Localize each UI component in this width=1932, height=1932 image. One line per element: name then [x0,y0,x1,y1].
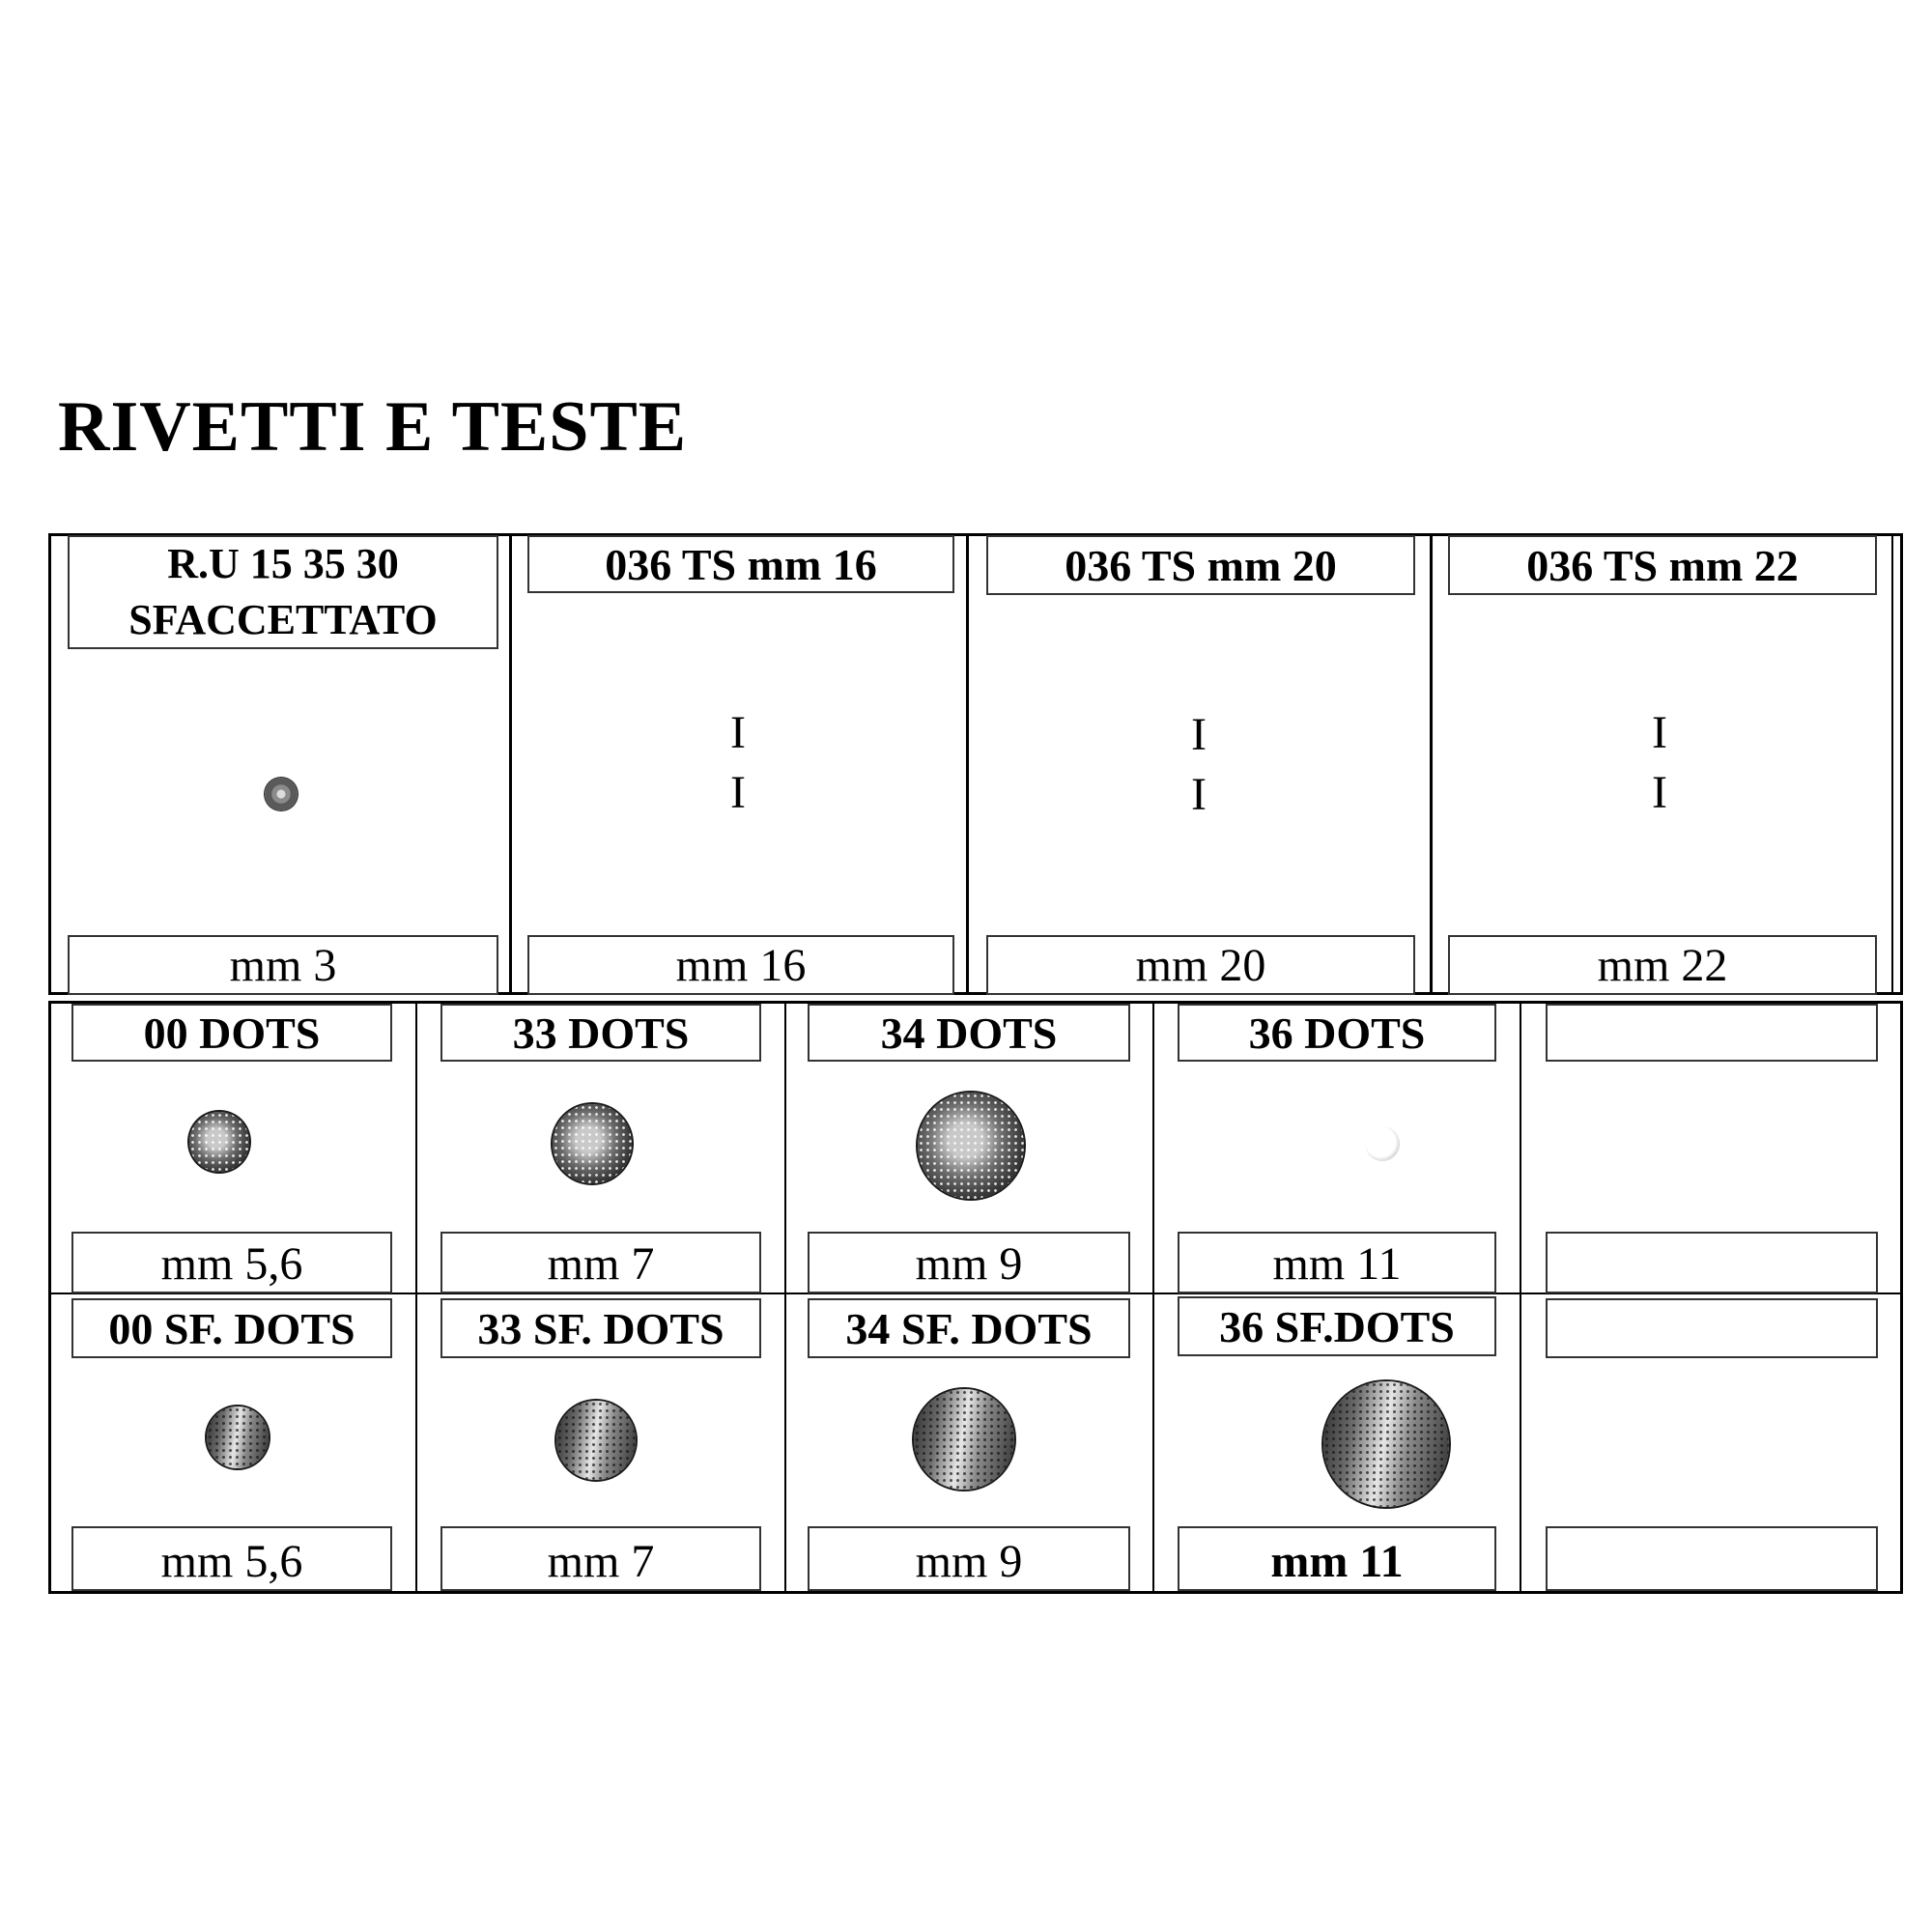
dots-rivet-icon [553,1104,632,1183]
size-label: mm 20 [986,935,1415,995]
ts-mark-bottom: I [730,767,746,818]
size-label: mm 22 [1448,935,1877,995]
product-code-label: 33 DOTS [440,1004,761,1062]
size-label: mm 5,6 [71,1526,392,1591]
product-cell-33-dots [417,1004,784,1293]
dots-rivet-icon [189,1112,249,1172]
size-label: mm 11 [1178,1526,1496,1591]
product-cell-36-dots [1154,1004,1520,1293]
faceted-rivet-icon [265,778,298,810]
product-code-label: 36 DOTS [1178,1004,1496,1062]
empty-product-cell [1521,1294,1903,1594]
sf-dots-rivet-icon [1323,1381,1449,1507]
empty-code-label [1546,1298,1878,1358]
product-cell-33-sf-dots [417,1294,784,1594]
product-code-label: 00 DOTS [71,1004,392,1062]
ts-mark-bottom: I [1191,769,1207,820]
ts-mark-top: I [730,707,746,758]
product-cell-ru-153530 [48,533,509,995]
product-code-label [68,535,498,649]
ts-mark-top: I [1191,709,1207,760]
product-cell-036ts-20 [969,533,1430,995]
size-label: mm 3 [68,935,498,995]
product-code-label: 036 TS mm 20 [986,535,1415,595]
empty-size-label [1546,1232,1878,1293]
white-dot-icon [1365,1126,1400,1161]
size-label: mm 11 [1178,1232,1496,1293]
product-cell-34-sf-dots [786,1294,1152,1594]
sf-dots-rivet-icon [914,1389,1014,1490]
product-cell-00-dots [48,1004,415,1293]
product-code-line-2: SFACCETTATO [128,596,438,643]
product-code-label: 036 TS mm 16 [527,535,954,593]
rivet-catalog-table [48,533,1903,1594]
top-right-inner-border [1891,533,1893,995]
ts-mark-top: I [1652,707,1667,758]
empty-size-label [1546,1526,1878,1591]
sf-dots-rivet-icon [556,1401,636,1480]
product-code-label: 36 SF.DOTS [1178,1296,1496,1356]
page-title: RIVETTI E TESTE [58,387,688,467]
empty-code-label [1546,1004,1878,1062]
size-label: mm 5,6 [71,1232,392,1293]
product-cell-036ts-22 [1433,533,1891,995]
product-cell-36-sf-dots [1154,1294,1520,1594]
product-code-label: 036 TS mm 22 [1448,535,1877,595]
size-label: mm 7 [440,1232,761,1293]
product-cell-036ts-16 [512,533,966,995]
product-code-line-1: R.U 15 35 30 [167,540,399,587]
dots-rivet-icon [918,1093,1024,1199]
product-code-label: 34 SF. DOTS [808,1298,1130,1358]
product-code-label: 34 DOTS [808,1004,1130,1062]
size-label: mm 9 [808,1526,1130,1591]
product-cell-00-sf-dots [48,1294,415,1594]
size-label: mm 9 [808,1232,1130,1293]
size-label: mm 16 [527,935,954,995]
product-code-label: 33 SF. DOTS [440,1298,761,1358]
size-label: mm 7 [440,1526,761,1591]
product-cell-34-dots [786,1004,1152,1293]
empty-product-cell [1521,1004,1903,1293]
product-code-label: 00 SF. DOTS [71,1298,392,1358]
sf-dots-rivet-icon [207,1406,269,1468]
ts-mark-bottom: I [1652,767,1667,818]
